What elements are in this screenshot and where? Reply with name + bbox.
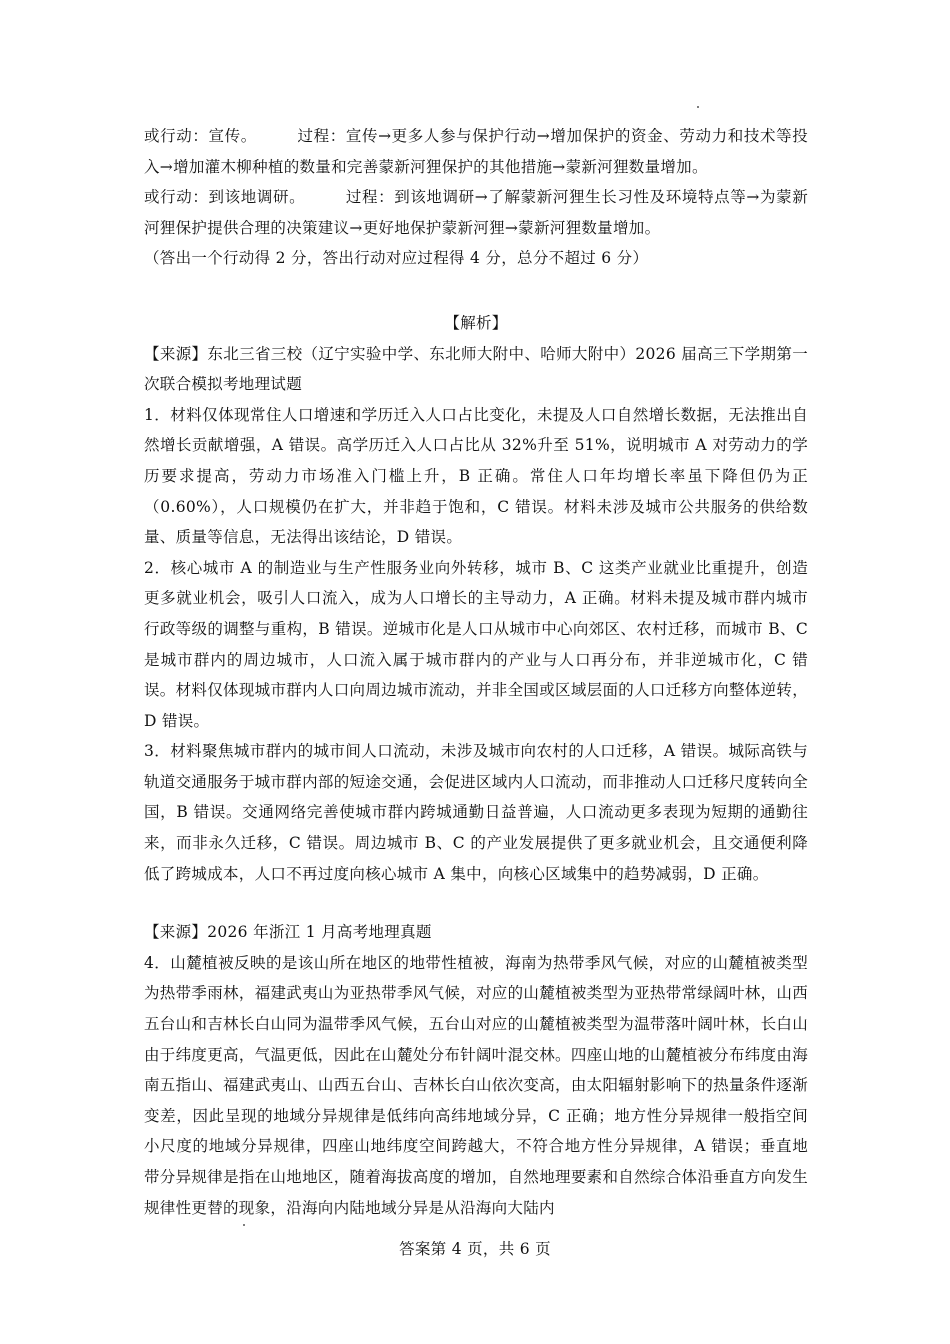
scan-dot bbox=[243, 1224, 245, 1226]
answer-analysis-q3: 3．材料聚焦城市群内的城市间人口流动，未涉及城市向农村的人口迁移，A 错误。城际高铁与轨道交通服务于城市群内部的短途交通，会促进区域内人口流动，而非推动人口迁移尺度转向全国，B 错误。交通网络完善使城市群内跨城通勤日益普遍，人口流动更多表现为短期的通勤往来，而非永久迁移，C 错误。周边城市 B、C 的产业发展提供了更多就业机会，且交通便利降低了跨城成本，人口不再过度向核心城市 A 集中，向核心区域集中的趋势减弱，D 正确。 bbox=[144, 742, 808, 883]
answer-analysis-q4: 4．山麓植被反映的是该山所在地区的地带性植被，海南为热带季风气候，对应的山麓植被类型为热带季雨林，福建武夷山为亚热带季风气候，对应的山麓植被类型为亚热带常绿阔叶林，山西五台山和吉林长白山同为温带季风气候，五台山对应的山麓植被类型为温带落叶阔叶林，长白山由于纬度更高，气温更低，因此在山麓处分布针阔叶混交林。四座山地的山麓植被分布纬度由海南五指山、福建武夷山、山西五台山、吉林长白山依次变高，由太阳辐射影响下的热量条件逐渐变差，因此呈现的地域分异规律是低纬向高纬地域分异，C 正确；地方性分异规律一般指空间小尺度的地域分异规律，四座山地纬度空间跨越大，不符合地方性分异规律，A 错误；垂直地带分异规律是指在山地地区，随着海拔高度的增加，自然地理要素和自然综合体沿垂直方向发生规律性更替的现象，沿海向内陆地域分异是从沿海向大陆内 bbox=[144, 953, 808, 1217]
answer-analysis-q2: 2．核心城市 A 的制造业与生产性服务业向外转移，城市 B、C 这类产业就业比重提升，创造更多就业机会，吸引人口流入，成为人口增长的主导动力，A 正确。材料未提及城市群内城市行政等级的调整与重构，B 错误。逆城市化是人口从城市中心向郊区、农村迁移，而城市 B、C 是城市群内的周边城市，人口流入属于城市群内的产业与人口再分布，并非逆城市化，C 错误。材料仅体现城市群内人口向周边城市流动，并非全国或区域层面的人口迁移方向整体逆转，D 错误。 bbox=[144, 558, 808, 730]
answer-action-research: 或行动：到该地调研。 过程：到该地调研→了解蒙新河狸生长习性及环境特点等→为蒙新河狸保护提供合理的决策建议→更好地保护蒙新河狸→蒙新河狸数量增加。 bbox=[144, 188, 808, 237]
answer-analysis-q1: 1．材料仅体现常住人口增速和学历迁入人口占比变化，未提及人口自然增长数据，无法推出自然增长贡献增强，A 错误。高学历迁入人口占比从 32%升至 51%，说明城市 A 对劳动力的学历要求提高，劳动力市场准入门槛上升，B 正确。常住人口年均增长率虽下降但仍为正（0.60%），人口规模仍在扩大，并非趋于饱和，C 错误。材料未涉及城市公共服务的供给数量、质量等信息，无法得出该结论，D 错误。 bbox=[144, 405, 808, 547]
answer-action-publicity: 或行动：宣传。 过程：宣传→更多人参与保护行动→增加保护的资金、劳动力和技术等投入→增加灌木柳种植的数量和完善蒙新河狸保护的其他措施→蒙新河狸数量增加。 bbox=[144, 127, 808, 176]
source-line: 【来源】2026 年浙江 1 月高考地理真题 bbox=[144, 923, 432, 942]
analysis-heading: 【解析】 bbox=[444, 313, 508, 332]
scan-dot bbox=[697, 106, 699, 108]
page-footer: 答案第 4 页，共 6 页 bbox=[399, 1240, 551, 1258]
page-content bbox=[144, 121, 808, 1223]
scoring-note: （答出一个行动得 2 分，答出行动对应过程得 4 分，总分不超过 6 分） bbox=[144, 249, 649, 268]
source-line: 【来源】东北三省三校（辽宁实验中学、东北师大附中、哈师大附中）2026 届高三下学期第一次联合模拟考地理试题 bbox=[144, 344, 808, 394]
